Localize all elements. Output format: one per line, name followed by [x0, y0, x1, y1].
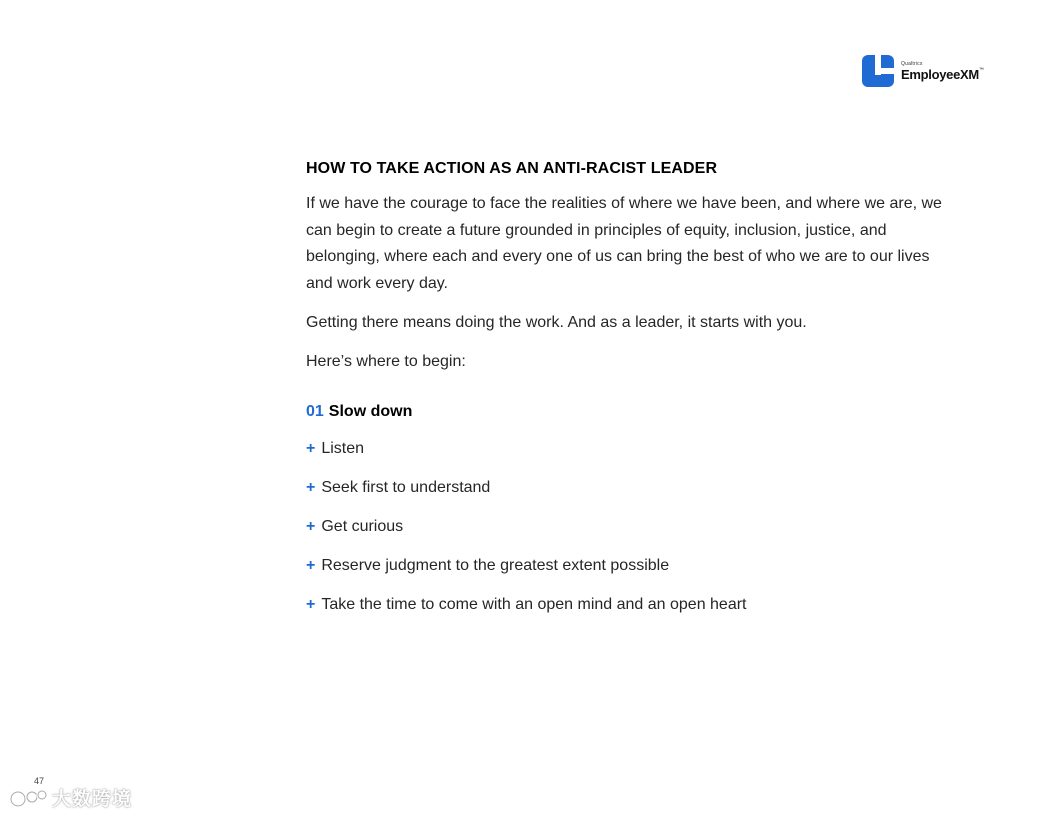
- list-item-text: Listen: [321, 440, 365, 457]
- plus-icon: +: [306, 557, 316, 574]
- page-number: 47: [34, 776, 45, 786]
- logo-subtitle: Qualtrics: [901, 60, 923, 67]
- main-content: [306, 160, 966, 632]
- list-item: [306, 476, 966, 499]
- logo-title: [901, 68, 984, 81]
- list-item: [306, 515, 966, 538]
- list-item: [306, 593, 966, 616]
- plus-icon: +: [306, 518, 316, 535]
- plus-icon: +: [306, 479, 316, 496]
- list-item-text: Get curious: [321, 518, 404, 535]
- list-item-text: Take the time to come with an open mind and an open heart: [321, 596, 747, 613]
- list-item: [306, 554, 966, 577]
- watermark-logo-icon: [8, 786, 48, 810]
- action-list: [306, 437, 966, 616]
- logo-wordmark: [901, 62, 984, 81]
- watermark: [8, 784, 132, 811]
- employee-xm-logo: [862, 55, 984, 87]
- plus-icon: +: [306, 596, 316, 613]
- watermark-text: 大数跨境: [52, 788, 133, 810]
- section-title-text: Slow down: [328, 403, 413, 420]
- plus-icon: +: [306, 440, 316, 457]
- trademark-symbol: ™: [978, 66, 984, 73]
- section-number: 01: [306, 403, 324, 420]
- leader-paragraph: Getting there means doing the work. And as a leader, it starts with you.: [306, 314, 807, 331]
- list-item-text: Seek first to understand: [321, 479, 491, 496]
- section-title: [306, 403, 966, 421]
- qualtrics-logo-icon: [862, 55, 894, 87]
- intro-paragraph: If we have the courage to face the realities of where we have been, and where we are, we can begin to create a future grounded in principles of equity, inclusion, justice, and belonging, where each and every one of us can bring the best of who we are to our lives and work every day.: [306, 195, 942, 292]
- page-heading: HOW TO TAKE ACTION AS AN ANTI-RACIST LEADER: [306, 160, 718, 177]
- list-item: [306, 437, 966, 460]
- logo-title-text: EmployeeXM: [901, 66, 979, 82]
- begin-paragraph: Here’s where to begin:: [306, 352, 466, 370]
- list-item-text: Reserve judgment to the greatest extent possible: [321, 557, 670, 574]
